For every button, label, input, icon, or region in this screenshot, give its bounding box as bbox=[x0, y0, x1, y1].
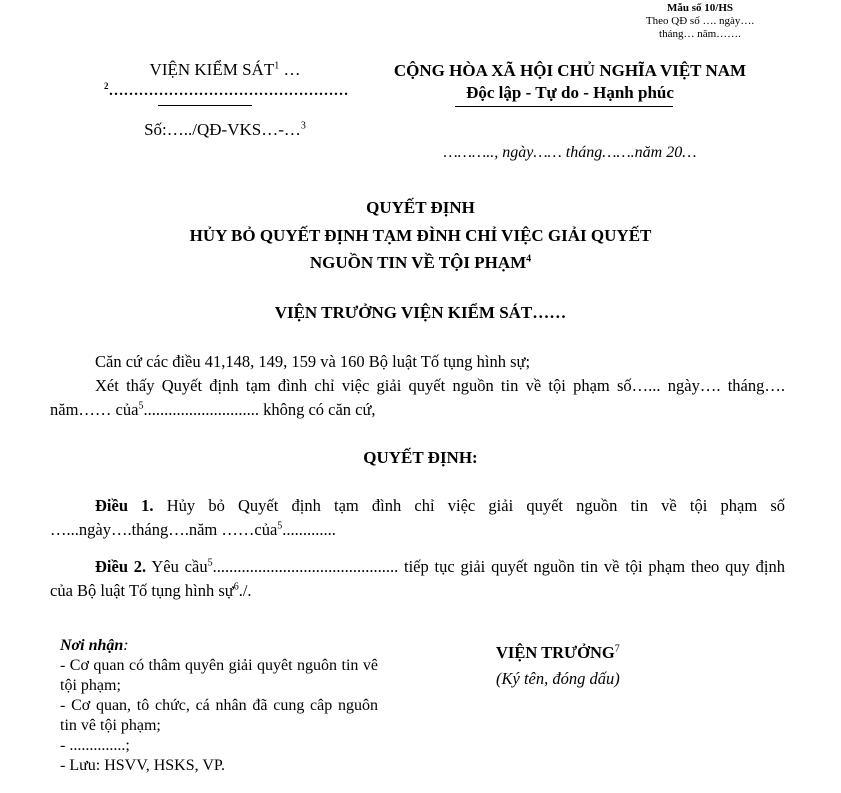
signature-block bbox=[496, 640, 620, 692]
recipient-item: - Cơ quan có thâm quyên giải quyêt nguôn tin vê tội phạm; bbox=[60, 657, 378, 694]
issuing-authority: VIỆN TRƯỞNG VIỆN KIỂM SÁT…… bbox=[274, 303, 567, 322]
footnote-ref: 5 bbox=[207, 557, 213, 569]
article-text-mid: ............................................. tiếp tục giải quyết nguồn tin về tội phạm theo quy định của Bộ luật Tố tụng hình sự bbox=[50, 557, 785, 600]
document-subtitle-line1: HỦY BỎ QUYẾT ĐỊNH TẠM ĐÌNH CHỈ VIỆC GIẢI QUYẾT bbox=[189, 226, 652, 245]
footnote-ref: 6 bbox=[233, 581, 239, 593]
form-code-title: Mẫu số 10/HS bbox=[666, 2, 733, 14]
signer-title-text: VIỆN TRƯỞNG bbox=[496, 643, 615, 662]
recipient-item: - Lưu: HSVV, HSKS, VP. bbox=[60, 757, 226, 774]
agency-suffix: … bbox=[279, 60, 301, 79]
agency-label: VIỆN KIỂM SÁT bbox=[149, 60, 275, 79]
footnote-ref: 3 bbox=[300, 120, 306, 132]
document-subtitle-line2 bbox=[0, 253, 841, 273]
article-1 bbox=[50, 494, 785, 542]
footnote-ref: 5 bbox=[277, 520, 283, 532]
footnote-ref: 5 bbox=[138, 400, 144, 412]
recipients-block bbox=[60, 636, 378, 776]
footnote-ref: 2 bbox=[104, 81, 109, 91]
recipients-heading-text: Nơi nhận bbox=[60, 637, 124, 654]
finding-paragraph bbox=[50, 374, 785, 422]
footnote-ref: 7 bbox=[614, 643, 620, 655]
place-date: ……….., ngày…… tháng…….năm 20… bbox=[443, 144, 697, 161]
agency-divider bbox=[158, 105, 252, 106]
document-number-text: Số:…../QĐ-VKS…-… bbox=[144, 120, 301, 139]
recipients-colon: : bbox=[123, 637, 129, 654]
legal-basis: Căn cứ các điều 41,148, 149, 159 và 160 Bộ luật Tố tụng hình sự; bbox=[95, 352, 531, 371]
document-number bbox=[100, 120, 350, 140]
recipient-item: - ..............; bbox=[60, 737, 130, 754]
nation-title: CỘNG HÒA XÃ HỘI CHỦ NGHĨA VIỆT NAM bbox=[393, 61, 747, 80]
footnote-ref: 1 bbox=[274, 60, 280, 72]
signature-note: (Ký tên, đóng dấu) bbox=[496, 669, 620, 688]
recipients-heading bbox=[60, 636, 378, 656]
sub-agency-line bbox=[104, 83, 349, 100]
sub-agency-placeholder: ………………………………………… bbox=[108, 83, 349, 99]
decision-heading: QUYẾT ĐỊNH: bbox=[363, 448, 478, 467]
article-text-end: ./. bbox=[238, 581, 252, 600]
agency-name bbox=[100, 60, 350, 80]
article-text-end: ............. bbox=[282, 520, 336, 539]
finding-text: Xét thấy Quyết định tạm đình chỉ việc giải quyết nguồn tin về tội phạm số…... ngày…. tháng…. năm…… của bbox=[50, 376, 785, 419]
document-title: QUYẾT ĐỊNH bbox=[366, 198, 475, 217]
footnote-ref: 4 bbox=[526, 253, 532, 265]
article-2 bbox=[50, 555, 785, 603]
article-text: Yêu cầu bbox=[146, 557, 208, 576]
finding-text-end: ............................ không có căn cứ, bbox=[143, 400, 376, 419]
article-label: Điều 2. bbox=[95, 557, 147, 576]
form-code-line1: Theo QĐ số …. ngày…. bbox=[645, 15, 755, 27]
form-code-line2: tháng… năm……. bbox=[659, 28, 741, 40]
recipient-item: - Cơ quan, tô chức, cá nhân đã cung câp nguôn tin vê tội phạm; bbox=[60, 697, 378, 734]
motto-divider bbox=[455, 106, 673, 107]
form-code-block bbox=[600, 2, 800, 41]
article-text: Hủy bỏ Quyết định tạm đình chỉ việc giải quyết nguồn tin về tội phạm số …...ngày….tháng….năm ……của bbox=[50, 496, 786, 539]
subtitle-text: NGUỒN TIN VỀ TỘI PHẠM bbox=[309, 253, 527, 272]
national-motto: Độc lập - Tự do - Hạnh phúc bbox=[466, 83, 674, 102]
article-label: Điều 1. bbox=[95, 496, 154, 515]
signer-title bbox=[496, 640, 620, 666]
